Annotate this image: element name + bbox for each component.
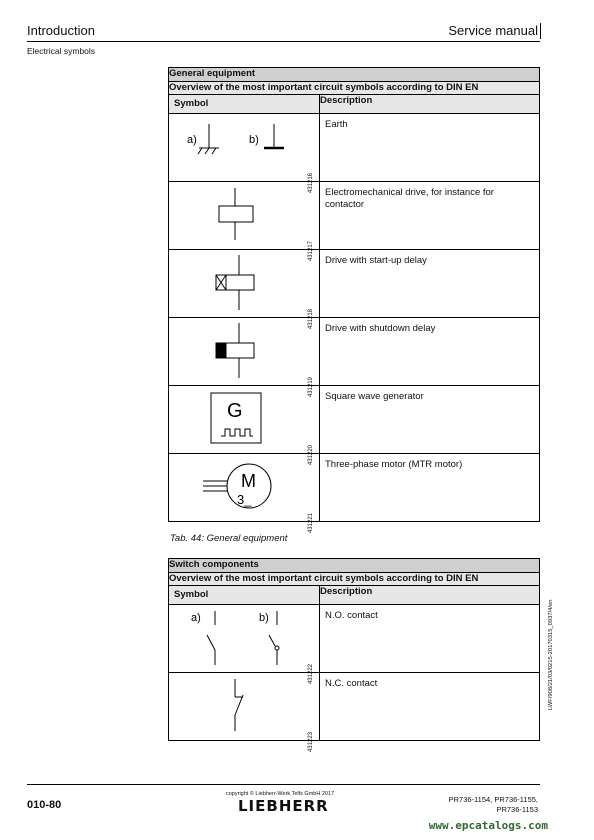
table-overview: Overview of the most important circuit symbols according to DIN EN [169,82,540,95]
drive-symbol [169,182,320,262]
description: Square wave generator [320,386,540,454]
footer-divider [27,784,540,785]
no-contact-symbol [169,605,320,685]
motor-letter: M [241,471,256,491]
shutdown-delay-symbol [169,318,320,398]
figure-code: 431221 [308,513,314,534]
normally-closed-contact-icon [169,673,309,740]
column-header-symbol: Symbol [169,586,320,605]
header-divider [27,41,540,42]
table-title: Switch components [169,559,540,573]
model-line-1: PR736-1154, PR736-1155, [448,795,538,804]
section-title: Introduction [27,23,95,38]
label-b: b) [259,612,269,624]
label-b: b) [249,134,259,146]
table-title: General equipment [169,68,540,82]
three-phase-motor-icon [169,454,309,521]
description: Earth [320,114,540,182]
startup-delay-coil-icon [169,250,309,317]
figure-code: 431219 [308,377,314,398]
table-caption: Tab. 44: General equipment [170,533,288,544]
table-overview: Overview of the most important circuit symbols according to DIN EN [169,573,540,586]
figure-code: 431217 [308,241,314,262]
startup-delay-symbol [169,250,320,330]
figure-code: 431216 [308,173,314,194]
table-row [169,114,540,182]
column-header-description: Description [320,586,540,605]
square-wave-generator-icon [169,386,309,453]
document-side-code: LWF/908/21/03/0215-20170315_0937/4/en [548,599,554,710]
table-row [169,454,540,522]
table-row [169,673,540,741]
copyright-text: copyright © Liebherr-Werk Telfs GmbH 2017 [226,791,335,797]
shutdown-delay-coil-icon [169,318,309,385]
motor-phases: 3_ [237,492,252,507]
description: Drive with start-up delay [320,250,540,318]
switch-components-table [168,558,540,753]
model-list [449,795,538,815]
normally-open-contact-icon [169,605,309,672]
earth-symbol [169,114,320,194]
description: N.C. contact [320,673,540,741]
figure-code: 431222 [308,664,314,685]
column-header-description: Description [320,95,540,114]
page-number: 010-80 [27,799,62,811]
motor-symbol [169,454,320,534]
figure-code: 431218 [308,309,314,330]
generator-letter: G [227,400,243,422]
table-row [169,386,540,454]
table-row [169,318,540,386]
label-a: a) [187,134,197,146]
square-wave-symbol [169,386,320,466]
brand-logo: LIEBHERR [238,797,329,815]
nc-contact-symbol [169,673,320,753]
description: Three-phase motor (MTR motor) [320,454,540,522]
column-header-symbol: Symbol [169,95,320,114]
earth-icon [169,114,309,181]
coil-icon [169,182,309,249]
description: Electromechanical drive, for instance for contactor [320,182,540,250]
label-a: a) [191,612,201,624]
side-code-wrap [548,599,556,830]
table-row [169,605,540,673]
figure-code: 431223 [308,732,314,753]
header-bar [540,23,541,39]
figure-code: 431220 [308,445,314,466]
table-row [169,250,540,318]
table-row [169,182,540,250]
model-line-2: PR736-1153 [496,805,538,814]
manual-title: Service manual [448,23,538,38]
description: N.O. contact [320,605,540,673]
watermark-text: www.epcatalogs.com [428,819,548,832]
subsection-title: Electrical symbols [27,46,96,56]
general-equipment-table [168,67,540,534]
description: Drive with shutdown delay [320,318,540,386]
